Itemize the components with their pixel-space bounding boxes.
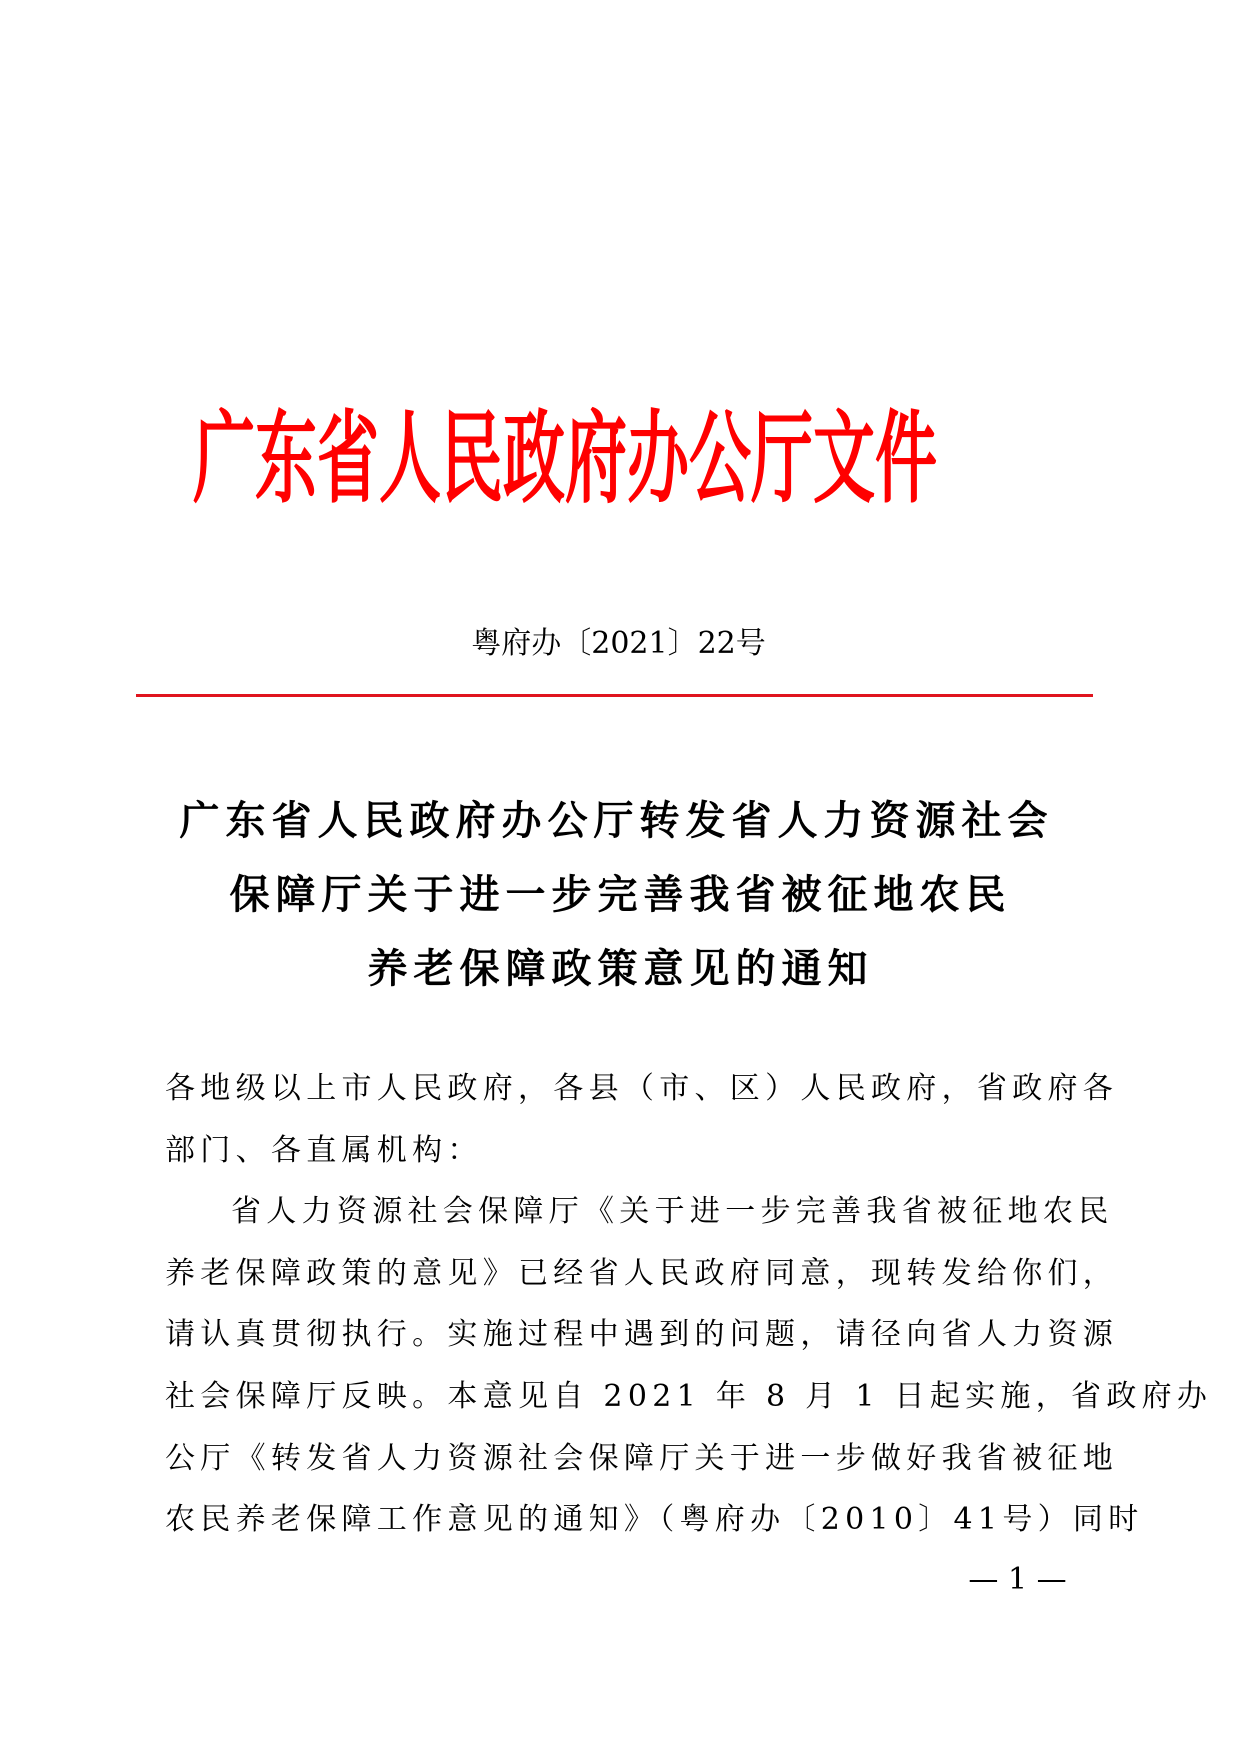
addressee-line-2: 部门、各直属机构：	[165, 1132, 483, 1168]
title-line-3: 养老保障政策意见的通知	[367, 945, 874, 992]
page-number: — 1 —	[968, 1562, 1067, 1597]
document-title	[0, 784, 1241, 1006]
red-separator-rule	[136, 694, 1093, 697]
body-paragraph-line-2: 养老保障政策的意见》已经省人民政府同意，现转发给你们，	[165, 1255, 1119, 1291]
document-number-text: 粤府办〔2021〕22号	[471, 626, 766, 661]
issuer-header-text: 广东省人民政府办公厅文件	[193, 400, 937, 517]
document-number	[0, 624, 1241, 664]
body-paragraph-line-1: 省人力资源社会保障厅《关于进一步完善我省被征地农民	[231, 1194, 1114, 1230]
title-line-2: 保障厅关于进一步完善我省被征地农民	[229, 871, 1012, 918]
body-paragraph-line-3: 请认真贯彻执行。实施过程中遇到的问题，请径向省人力资源	[165, 1317, 1119, 1353]
body-paragraph-line-6: 农民养老保障工作意见的通知》（粤府办〔2010〕41号）同时	[165, 1502, 1144, 1538]
document-body	[165, 1058, 1213, 1551]
title-line-1: 广东省人民政府办公厅转发省人力资源社会	[179, 797, 1054, 844]
addressee-line-1: 各地级以上市人民政府，各县（市、区）人民政府，省政府各	[165, 1071, 1119, 1106]
body-paragraph-line-4: 社会保障厅反映。本意见自 2021 年 8 月 1 日起实施，省政府办	[165, 1378, 1213, 1414]
body-paragraph-line-5: 公厅《转发省人力资源社会保障厅关于进一步做好我省被征地	[165, 1440, 1119, 1476]
issuer-header	[193, 400, 1085, 517]
